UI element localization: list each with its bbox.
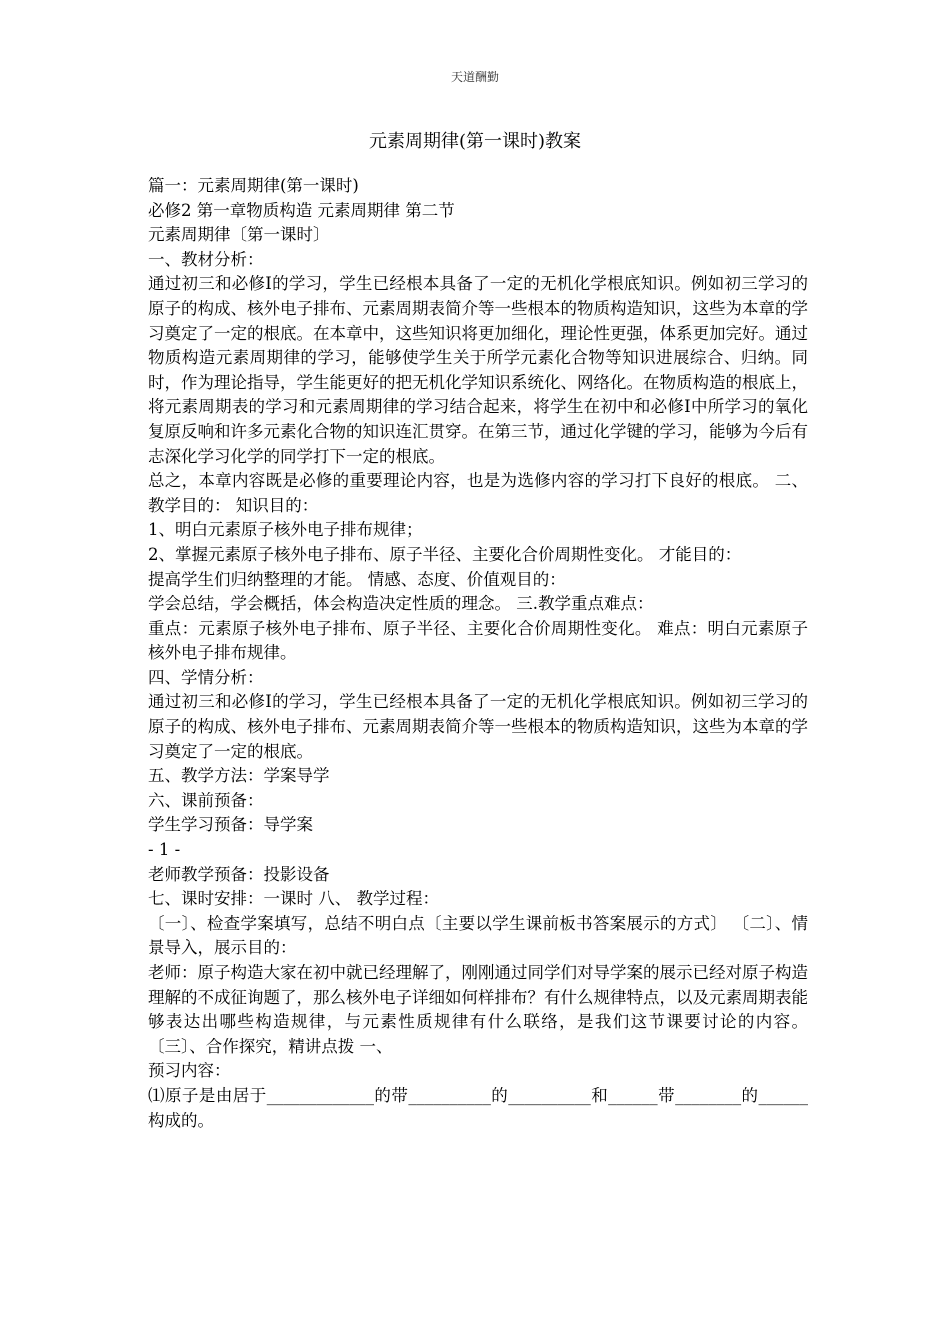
paragraph: 元素周期律〔第一课时〕 <box>148 225 330 245</box>
paragraph: 2、掌握元素原子核外电子排布、原子半径、主要化合价周期性变化。 才能目的： <box>148 544 742 564</box>
paragraph: 老师教学预备：投影设备 <box>148 864 330 884</box>
paragraph: 通过初三和必修I的学习，学生已经根本具备了一定的无机化学根底知识。例如初三学习的原子的构成、核外电子排布、元素周期表简介等一些根本的物质构造知识，这些为本章的学习奠定了一定的根底。在本章中，这些知识将更加细化，理论性更强，体系更加完好。通过物质构造元素周期律的学习，能够使学生关于所学元素化合物等知识进展综合、归纳。同时，作为理论指导，学生能更好的把无机化学知识系统化、网络化。在物质构造的根底上，将元素周期表的学习和元素周期律的学习结合起来，将学生在初中和必修I中所学习的氧化复原反响和许多元素化合物的知识连汇贯穿。在第三节，通过化学键的学习，能够为今后有志深化学习化学的同学打下一定的根底。 <box>148 274 808 466</box>
paragraph: 七、课时安排：一课时 八、 教学过程： <box>148 889 439 909</box>
paragraph: 五、教学方法：学案导学 <box>148 766 330 786</box>
paragraph: 重点：元素原子核外电子排布、原子半径、主要化合价周期性变化。 难点：明白元素原子核外电子排布规律。 <box>148 618 808 663</box>
document-title: 元素周期律(第一课时)教案 <box>368 131 582 152</box>
page-header: 天道酬勤 <box>450 70 499 84</box>
paragraph: 老师：原子构造大家在初中就已经理解了，刚刚通过同学们对导学案的展示已经对原子构造理解的不成征询题了，那么核外电子详细如何样排布？有什么规律特点，以及元素周期表能够表达出哪些构造规律，与元素性质规律有什么联络，是我们这节课要讨论的内容。 〔三〕、合作探究，精讲点拨 一、 <box>148 963 808 1056</box>
paragraph: 一、教材分析： <box>148 249 264 269</box>
paragraph: 六、课前预备： <box>148 790 264 810</box>
paragraph: 必修2 第一章物质构造 元素周期律 第二节 <box>148 200 455 220</box>
paragraph: 1、明白元素原子核外电子排布规律； <box>148 520 423 540</box>
paragraph: 总之，本章内容既是必修的重要理论内容，也是为选修内容的学习打下良好的根底。 二、教学目的： 知识目的： <box>148 471 808 515</box>
paragraph: 学会总结，学会概括，体会构造决定性质的理念。 三.教学重点难点： <box>148 594 654 614</box>
paragraph: 通过初三和必修I的学习，学生已经根本具备了一定的无机化学根底知识。例如初三学习的原子的构成、核外电子排布、元素周期表简介等一些根本的物质构造知识，这些为本章的学习奠定了一定的根底。 <box>148 692 808 761</box>
paragraph: 〔一〕、检查学案填写，总结不明白点〔主要以学生课前板书答案展示的方式〕 〔二〕、情景导入，展示目的： <box>148 913 808 958</box>
paragraph: 篇一：元素周期律(第一课时) <box>148 176 359 195</box>
paragraph: ⑴原子是由居于_____________的带__________的__________和______带________的______构成的。 <box>148 1085 808 1130</box>
paragraph: 提高学生们归纳整理的才能。 情感、态度、价值观目的： <box>148 569 566 589</box>
paragraph: 学生学习预备：导学案 <box>148 815 313 835</box>
paragraph: 预习内容： <box>148 1061 231 1081</box>
document-body <box>148 174 808 1133</box>
paragraph: 四、学情分析： <box>148 667 264 687</box>
page-number: - 1 - <box>148 840 181 860</box>
